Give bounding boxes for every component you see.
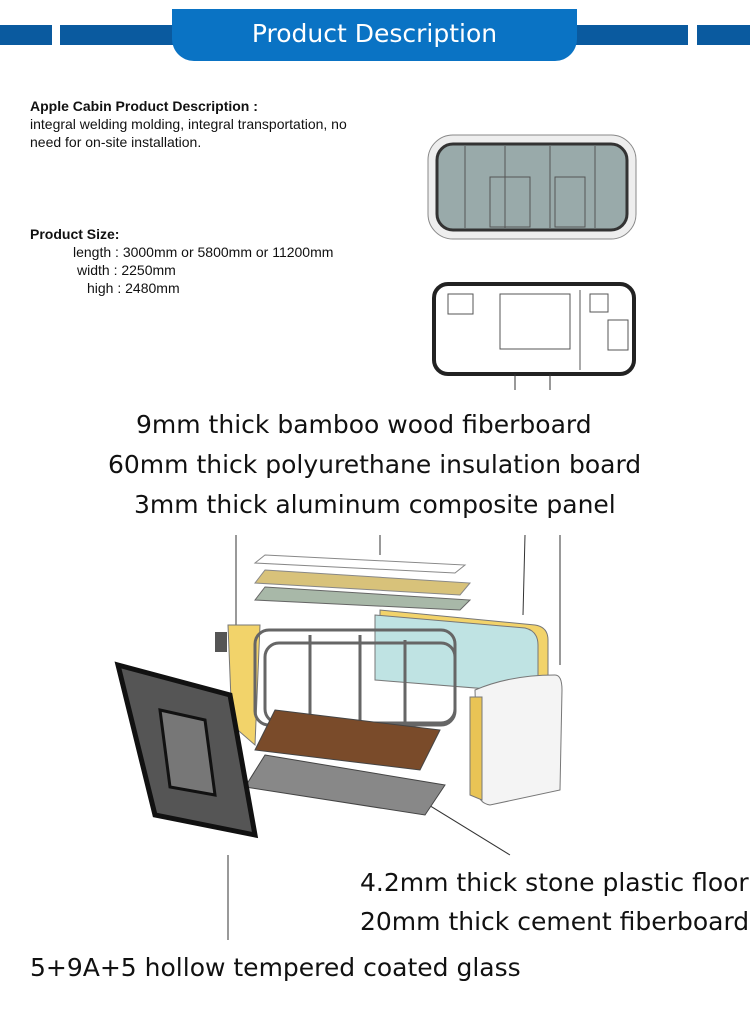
description-block — [30, 97, 347, 151]
layer-label-aluminum-panel: 3mm thick aluminum composite panel — [134, 490, 616, 519]
layer-label-cement-fiberboard: 20mm thick cement fiberboard — [360, 907, 750, 936]
size-width: width : 2250mm — [77, 262, 176, 278]
banner-bar-left — [60, 25, 180, 45]
layer-label-tempered-glass: 5+9A+5 hollow tempered coated glass — [30, 953, 521, 982]
layer-label-bamboo-fiberboard: 9mm thick bamboo wood fiberboard — [136, 410, 592, 439]
size-heading: Product Size: — [30, 226, 120, 242]
cabin-exterior-image — [425, 132, 640, 242]
cabin-floor-plan — [430, 280, 642, 392]
layer-label-stone-plastic-floor: 4.2mm thick stone plastic floor — [360, 868, 749, 897]
section-banner: Product Description — [172, 9, 577, 61]
size-block — [30, 225, 333, 297]
description-heading: Apple Cabin Product Description : — [30, 98, 258, 114]
size-high: high : 2480mm — [87, 280, 180, 296]
banner-bar-right — [570, 25, 688, 45]
layer-label-polyurethane-board: 60mm thick polyurethane insulation board — [108, 450, 642, 479]
description-line: integral welding molding, integral transportation, no — [30, 116, 347, 132]
description-line: need for on-site installation. — [30, 134, 202, 150]
banner-bar-left-outer — [0, 25, 52, 45]
size-length: length : 3000mm or 5800mm or 11200mm — [73, 244, 334, 260]
banner-bar-right-outer — [697, 25, 750, 45]
